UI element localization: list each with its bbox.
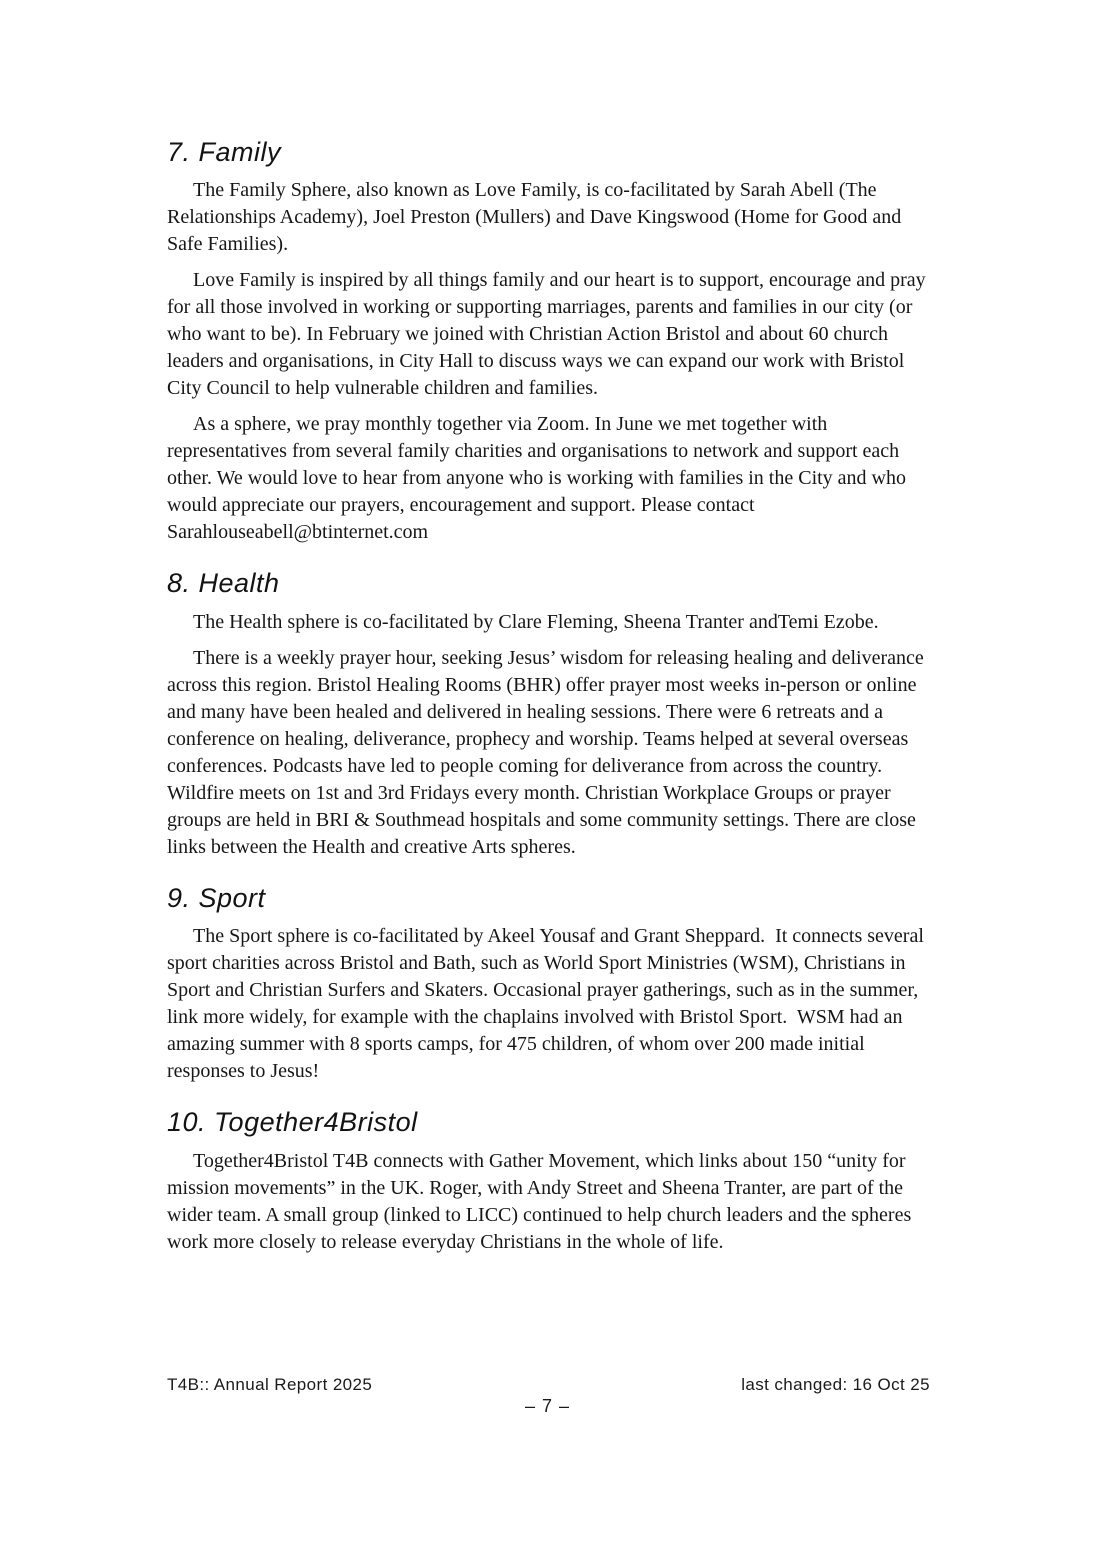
- section-heading-family: 7. Family: [167, 137, 282, 167]
- section-heading-sport: 9. Sport: [167, 882, 266, 913]
- footer-report-title: T4B:: Annual Report 2025: [167, 1375, 373, 1394]
- section-together4bristol: [167, 1106, 930, 1255]
- section-heading-together4bristol: 10. Together4Bristol: [167, 1107, 418, 1138]
- footer-last-changed: last changed: 16 Oct 25: [741, 1375, 930, 1394]
- section-heading-health: 8. Health: [167, 568, 280, 599]
- page-footer: [167, 1375, 930, 1395]
- paragraph: The Family Sphere, also known as Love Family, is co-facilitated by Sarah Abell (The Relationships Academy), Joel Preston (Mullers) and Dave Kingswood (Home for Good and Safe Families).: [167, 179, 907, 256]
- paragraph: Together4Bristol T4B connects with Gather Movement, which links about 150 “unity for mission movements” in the UK. Roger, with Andy Street and Sheena Tranter, are part of the wider team. A small group (linked to LICC) continued to help church leaders and the spheres work more closely to release everyday Christians in the whole of life.: [167, 1149, 917, 1253]
- page-content: [167, 136, 930, 1265]
- page-number: – 7 –: [524, 1396, 571, 1416]
- paragraph: There is a weekly prayer hour, seeking Jesus’ wisdom for releasing healing and deliverance across this region. Bristol Healing Rooms (BHR) offer prayer most weeks in-person or online and many have been healed and delivered in healing sessions. There were 6 retreats and a conference on healing, deliverance, prophecy and worship. Teams helped at several overseas conferences. Podcasts have led to people coming for deliverance from across the country. Wildfire meets on 1st and 3rd Fridays every month. Christian Workplace Groups or prayer groups are held in BRI & Southmead hospitals and some community settings. There are close links between the Health and creative Arts spheres.: [167, 646, 929, 858]
- section-sport: [167, 882, 930, 1085]
- paragraph: The Health sphere is co-facilitated by Clare Fleming, Sheena Tranter andTemi Ezobe.: [193, 610, 879, 633]
- paragraph: The Sport sphere is co-facilitated by Akeel Yousaf and Grant Sheppard. It connects several sport charities across Bristol and Bath, such as World Sport Ministries (WSM), Christians in Sport and Christian Surfers and Skaters. Occasional prayer gatherings, such as in the summer, link more widely, for example with the chaplains involved with Bristol Sport. WSM had an amazing summer with 8 sports camps, for 475 children, of whom over 200 made initial responses to Jesus!: [167, 925, 929, 1083]
- paragraph: Love Family is inspired by all things family and our heart is to support, encourage and pray for all those involved in working or supporting marriages, parents and families in our city (or who want to be). In February we joined with Christian Action Bristol and about 60 church leaders and organisations, in City Hall to discuss ways we can expand our work with Bristol City Council to help vulnerable children and families.: [167, 269, 931, 400]
- section-health: [167, 567, 930, 860]
- paragraph: As a sphere, we pray monthly together via Zoom. In June we met together with representatives from several family charities and organisations to network and support each other. We would love to hear from anyone who is working with families in the City and who would appreciate our prayers, encouragement and support. Please contact Sarahlouseabell@btinternet.com: [167, 413, 912, 544]
- section-family: [167, 136, 930, 546]
